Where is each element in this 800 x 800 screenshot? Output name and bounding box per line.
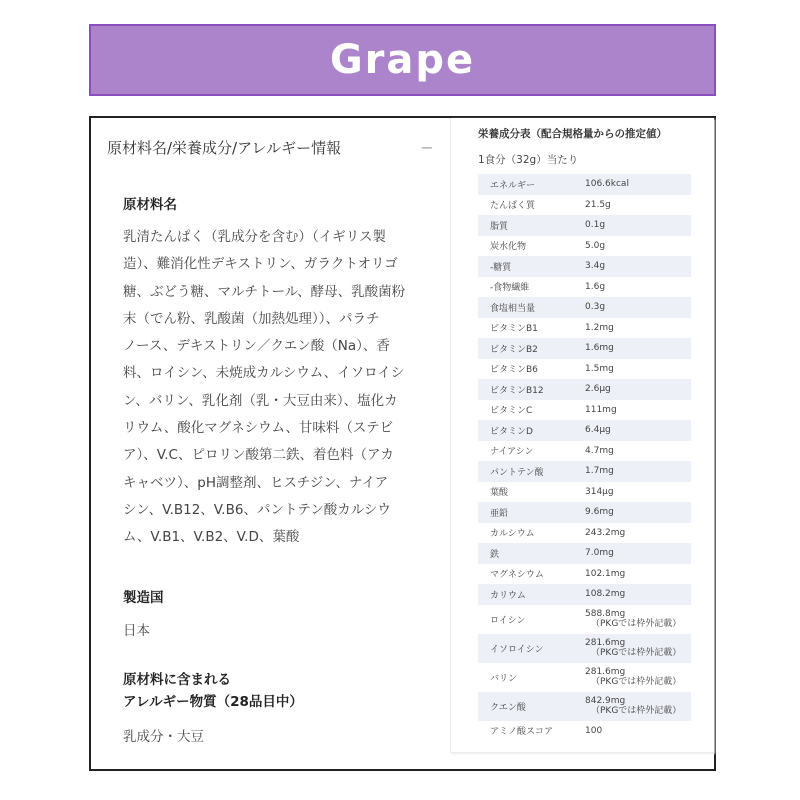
nutrient-name: バリン — [490, 673, 518, 684]
nutrient-value — [585, 502, 691, 523]
nutrition-row — [478, 297, 691, 318]
nutrient-value — [585, 236, 691, 257]
nutrient-name: クエン酸 — [478, 692, 585, 721]
nutrient-note: （PKGでは枠外記載） — [591, 706, 682, 716]
nutrient-name: イソロイシン — [478, 634, 585, 663]
ingredients-heading: 原材料名 — [123, 197, 177, 213]
ingredients-column — [91, 118, 449, 769]
nutrition-table — [478, 174, 691, 741]
nutrient-name: ビタミンB2 — [478, 338, 585, 359]
ingredients-text — [123, 224, 423, 552]
nutrient-name: 葉酸 — [490, 488, 509, 499]
nutrient-name: 鉄 — [478, 543, 585, 564]
nutrition-row — [478, 441, 691, 462]
nutrient-value — [585, 564, 691, 585]
accordion-header[interactable] — [107, 136, 437, 158]
nutrient-name: ビタミンB12 — [478, 379, 585, 400]
nutrient-name: カリウム — [478, 584, 585, 605]
nutrient-name: 食塩相当量 — [478, 297, 585, 318]
nutrition-row — [478, 359, 691, 380]
allergens-value: 乳成分・大豆 — [123, 729, 204, 745]
nutrient-value — [585, 359, 691, 380]
nutrient-amount: 102.1mg — [585, 568, 626, 579]
nutrition-row — [478, 605, 691, 634]
ingredients-line: ム、V.B1、V.B2、V.D、葉酸 — [123, 529, 300, 546]
nutrient-value — [585, 441, 691, 462]
nutrient-value — [585, 482, 691, 503]
allergens-heading — [123, 669, 303, 713]
nutrient-amount: 3.4g — [585, 261, 606, 272]
nutrient-name: ビタミンC — [490, 406, 533, 417]
nutrient-value — [585, 584, 691, 605]
nutrition-title: 栄養成分表（配合規格量からの推定値） — [478, 128, 667, 140]
ingredients-line: 造）、難消化性デキストリン、ガラクトオリゴ — [123, 256, 398, 273]
nutrient-name: エネルギー — [478, 174, 585, 195]
nutrient-value — [585, 634, 691, 663]
nutrition-row — [478, 379, 691, 400]
nutrient-amount: 4.7mg — [585, 445, 614, 456]
nutrient-amount: 0.1g — [585, 220, 606, 231]
nutrition-row — [478, 584, 691, 605]
nutrient-amount: 1.7mg — [585, 466, 614, 477]
product-title: Grape — [329, 37, 476, 83]
ingredients-line: 料、ロイシン、未焼成カルシウム、イソロイシ — [123, 365, 405, 382]
nutrient-amount: 0.3g — [585, 302, 606, 313]
nutrient-amount: 314μg — [585, 486, 614, 497]
nutrient-name: ナイアシン — [490, 447, 534, 458]
nutrient-value — [585, 420, 691, 441]
nutrition-row — [478, 215, 691, 236]
nutrition-row — [478, 523, 691, 544]
nutrient-value — [585, 400, 691, 421]
nutrient-amount: 9.6mg — [585, 507, 614, 518]
nutrition-row — [478, 318, 691, 339]
nutrient-value — [585, 543, 691, 564]
nutrient-name: 脂質 — [478, 215, 585, 236]
nutrient-name: カルシウム — [490, 529, 535, 540]
ingredients-line: ア）、V.C、ピロリン酸第二鉄、着色料（アカ — [123, 447, 394, 464]
nutrition-row — [478, 663, 691, 692]
nutrient-name: ロイシン — [490, 615, 526, 626]
ingredients-line: ン、バリン、乳化剤（乳・大豆由来）、塩化カ — [123, 392, 398, 409]
ingredients-line: リウム、酸化マグネシウム、甘味料（ステビ — [123, 420, 394, 437]
ingredients-line: ノース、デキストリン／クエン酸（Na）、香 — [123, 338, 390, 355]
origin-heading: 製造国 — [123, 590, 164, 606]
ingredients-line: 末（でん粉、乳酸菌（加熱処理））、パラチ — [123, 310, 380, 327]
nutrient-note: （PKGでは枠外記載） — [591, 619, 682, 629]
nutrient-value — [585, 379, 691, 400]
nutrient-value — [585, 297, 691, 318]
ingredients-line: 糖、ぶどう糖、マルチトール、酵母、乳酸菌粉 — [123, 283, 406, 300]
nutrient-value — [585, 195, 691, 216]
nutrient-value — [585, 692, 691, 721]
nutrient-amount: 2.6μg — [585, 384, 611, 395]
nutrition-row — [478, 256, 691, 277]
nutrient-amount: 108.2mg — [585, 589, 626, 600]
nutrient-amount: 243.2mg — [585, 527, 626, 538]
nutrient-value — [585, 523, 691, 544]
product-banner — [89, 24, 716, 96]
nutrient-amount: 1.6g — [585, 281, 606, 292]
nutrient-value — [585, 174, 691, 195]
nutrition-row — [478, 502, 691, 523]
collapse-icon[interactable]: − — [420, 137, 434, 157]
allergens-heading-line: 原材料に含まれる — [123, 672, 231, 688]
nutrient-name: マグネシウム — [490, 570, 544, 581]
nutrition-row — [478, 174, 691, 195]
nutrient-amount: 111mg — [585, 404, 617, 415]
nutrition-row — [478, 277, 691, 298]
nutrient-name: 亜鉛 — [478, 502, 585, 523]
nutrition-row — [478, 420, 691, 441]
nutrient-value — [585, 256, 691, 277]
nutrient-name: ビタミンB6 — [490, 365, 538, 376]
nutrient-amount: 106.6kcal — [585, 179, 629, 190]
ingredients-line: キャベツ）、pH調整剤、ヒスチジン、ナイア — [123, 474, 389, 491]
nutrition-row — [478, 564, 691, 585]
allergens-heading-line: アレルギー物質（28品目中） — [123, 694, 303, 710]
nutrient-name: パントテン酸 — [478, 461, 585, 482]
ingredients-line: 乳清たんぱく（乳成分を含む）（イギリス製 — [123, 229, 386, 245]
nutrient-value — [585, 215, 691, 236]
nutrient-value — [585, 338, 691, 359]
nutrient-amount: 7.0mg — [585, 548, 614, 559]
nutrient-value — [585, 318, 691, 339]
nutrient-amount: 842.9mg — [585, 696, 626, 706]
nutrient-value — [585, 461, 691, 482]
nutrient-name: ビタミンD — [478, 420, 585, 441]
serving-size: 1食分（32g）当たり — [478, 154, 579, 166]
nutrient-amount: 100 — [585, 725, 603, 736]
nutrient-value — [585, 721, 691, 742]
product-info-panel — [89, 116, 716, 771]
nutrition-row — [478, 543, 691, 564]
nutrient-amount: 1.5mg — [585, 363, 614, 374]
nutrient-name: たんぱく質 — [490, 201, 536, 212]
nutrition-row — [478, 400, 691, 421]
nutrient-amount: 6.4μg — [585, 425, 611, 436]
nutrition-row — [478, 195, 691, 216]
nutrient-name: -糖質 — [478, 256, 585, 277]
nutrition-row — [478, 634, 691, 663]
nutrient-note: （PKGでは枠外記載） — [591, 648, 682, 658]
nutrient-name: 炭水化物 — [490, 242, 527, 253]
nutrient-value — [585, 605, 691, 634]
nutrition-row — [478, 461, 691, 482]
nutrient-amount: 1.6mg — [585, 343, 614, 354]
nutrient-amount: 1.2mg — [585, 322, 614, 333]
ingredients-line: シン、V.B12、V.B6、パントテン酸カルシウ — [123, 501, 391, 518]
nutrition-row — [478, 692, 691, 721]
origin-value: 日本 — [123, 623, 150, 639]
accordion-title: 原材料名/栄養成分/アレルギー情報 — [107, 138, 342, 157]
nutrition-facts-panel — [450, 118, 714, 753]
nutrient-amount: 21.5g — [585, 199, 611, 210]
nutrition-row — [478, 721, 691, 742]
nutrient-name: -食物繊維 — [490, 283, 530, 294]
nutrient-name: ビタミンB1 — [490, 324, 538, 335]
nutrient-name: アミノ酸スコア — [490, 727, 554, 738]
nutrient-amount: 281.6mg — [585, 667, 626, 677]
nutrient-amount: 588.8mg — [585, 609, 626, 619]
nutrition-row — [478, 236, 691, 257]
nutrient-value — [585, 277, 691, 298]
nutrition-row — [478, 338, 691, 359]
nutrient-amount: 5.0g — [585, 240, 606, 251]
nutrient-note: （PKGでは枠外記載） — [591, 677, 682, 687]
nutrient-amount: 281.6mg — [585, 638, 626, 648]
nutrition-row — [478, 482, 691, 503]
nutrient-value — [585, 663, 691, 692]
